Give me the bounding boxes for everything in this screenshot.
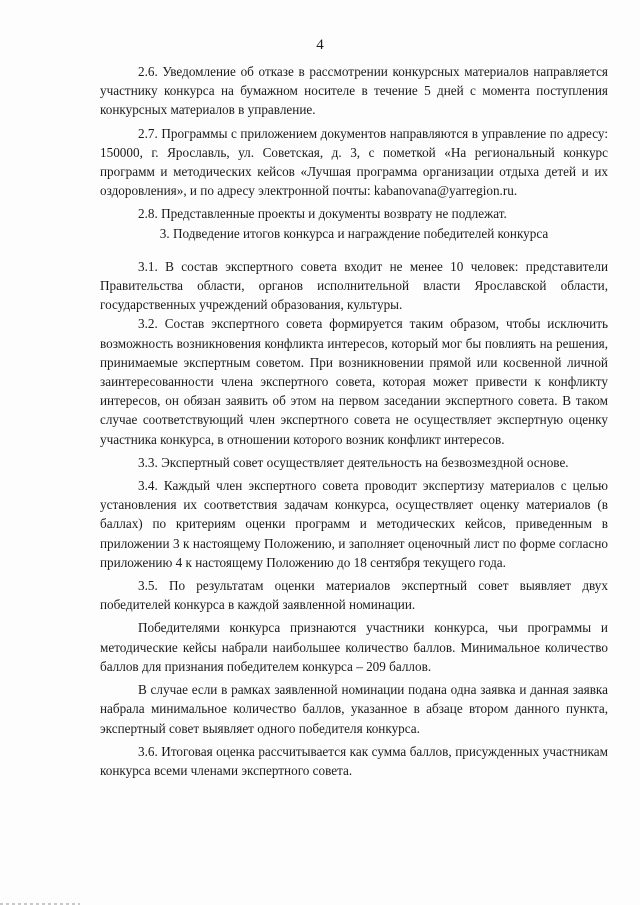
section-3-heading: 3. Подведение итогов конкурса и награждение победителей конкурса xyxy=(159,225,549,241)
paragraph-2-7: 2.7. Программы с приложением документов направляются в управление по адресу: 150000, г. Ярославль, ул. Советская, д. 3, с пометкой «На региональный конкурс программ и методических кейсов «Лучшая программа организации отдыха детей и их оздоровления», и по адресу электронной почты: kabanovana@yarregion.ru. xyxy=(100,125,608,199)
paragraph-2-8: 2.8. Представленные проекты и документы возврату не подлежат. xyxy=(138,206,507,222)
paragraph-3-2: 3.2. Состав экспертного совета формируется таким образом, чтобы исключить возможность возникновения конфликта интересов, который мог бы повлиять на решения, принимаемые экспертным советом. При возникновении прямой или косвенной личной заинтересованности члена экспертного совета, которая может привести к конфликту интересов, он обязан заявить об этом на первом заседании экспертного совета. В таком случае соответствующий член экспертного совета не осуществляет экспертную оценку участника конкурса, в отношении которого возник конфликт интересов. xyxy=(100,316,608,447)
paragraph-3-6: 3.6. Итоговая оценка рассчитывается как сумма баллов, присужденных участникам конкурса всеми членами экспертного совета. xyxy=(100,743,608,778)
paragraph-3-5: 3.5. По результатам оценки материалов экспертный совет выявляет двух победителей конкурса в каждой заявленной номинации. xyxy=(100,578,608,613)
paragraph-3-4: 3.4. Каждый член экспертного совета проводит экспертизу материалов с целью установления их соответствия задачам конкурса, осуществляет оценку материалов (в баллах) по критериям оценки программ и методических кейсов, приведенным в приложении 3 к настоящему Положению, и заполняет оценочный лист по форме согласно приложению 4 к настоящему Положению до 18 сентября текущего года. xyxy=(100,478,608,570)
paragraph-3-3: 3.3. Экспертный совет осуществляет деятельность на безвозмездной основе. xyxy=(138,454,569,470)
document-body xyxy=(100,62,608,780)
paragraph-3-1: 3.1. В состав экспертного совета входит не менее 10 человек: представители Правительства области, органов исполнительной власти Ярославской области, государственных учреждений образования, культуры. xyxy=(100,258,608,313)
paragraph-3-5-winners: Победителями конкурса признаются участники конкурса, чьи программы и методические кейсы набрали наибольшее количество баллов. Минимальное количество баллов для признания победителем конкурса – 209 баллов. xyxy=(100,620,608,674)
paragraph-3-5-single-application: В случае если в рамках заявленной номинации подана одна заявка и данная заявка набрала минимальное количество баллов, указанное в абзаце втором данного пункта, экспертный совет выявляет одного победителя конкурса. xyxy=(100,682,608,736)
page-number: 4 xyxy=(316,37,324,53)
paragraph-2-6: 2.6. Уведомление об отказе в рассмотрении конкурсных материалов направляется участнику конкурса на бумажном носителе в течение 5 дней с момента поступления конкурсных материалов в управление. xyxy=(100,64,608,118)
